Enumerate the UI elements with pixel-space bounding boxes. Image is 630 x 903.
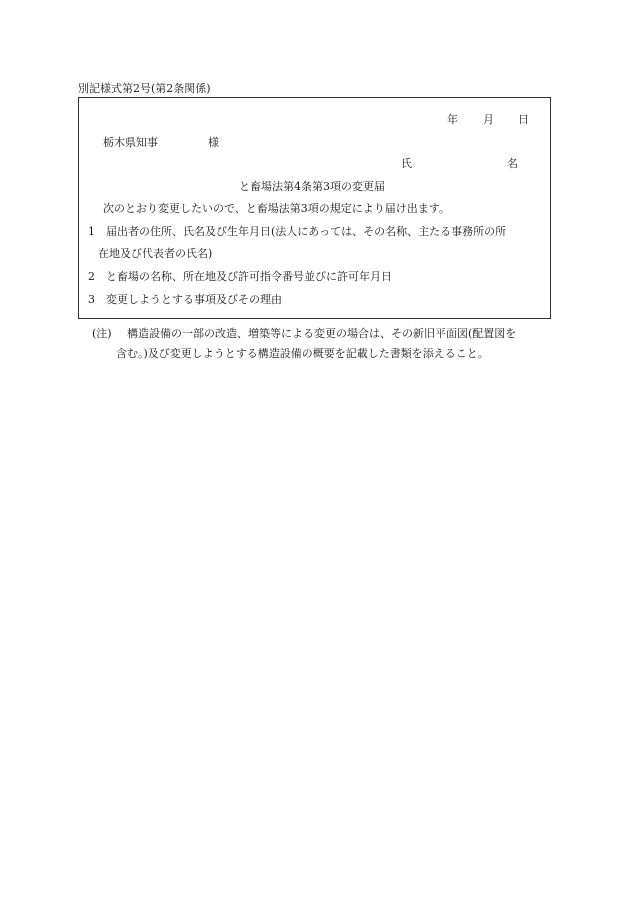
list-item [88,270,392,284]
footnote-text-continued: 含む。)及び変更しようとする構造設備の概要を記載した書類を添えること。 [116,347,489,360]
notification-form [78,97,551,319]
date-month-label: 月 [483,113,494,126]
name-label-mei: 名 [507,157,518,170]
item-text: 届出者の住所、氏名及び生年月日(法人にあっては、その名称、主たる事務所の所 [106,225,507,238]
footnote [92,327,516,341]
item-text: 変更しようとする事項及びその理由 [106,293,282,306]
date-day-label: 日 [518,113,529,126]
honorific: 様 [208,136,219,149]
item-number: 2 [88,270,95,283]
item-text: と畜場の名称、所在地及び許可指令番号並びに許可年月日 [106,270,392,283]
item-text-continued: 在地及び代表者の氏名) [98,247,213,260]
form-number-label: 別記様式第2号(第2条関係) [78,82,211,95]
date-year-label: 年 [447,113,458,126]
intro-text: 次のとおり変更したいので、と畜場法第3項の規定により届け出ます。 [103,202,450,215]
list-item [88,293,282,307]
item-number: 1 [88,225,95,238]
list-item [88,225,506,239]
form-title: と畜場法第4条第3項の変更届 [239,180,385,193]
addressee: 栃木県知事 [103,136,158,149]
footnote-text: 構造設備の一部の改造、増築等による変更の場合は、その新旧平面図(配置図を [127,327,517,340]
name-label-shi: 氏 [401,157,412,170]
item-number: 3 [88,293,95,306]
footnote-label: (注) [92,327,112,340]
